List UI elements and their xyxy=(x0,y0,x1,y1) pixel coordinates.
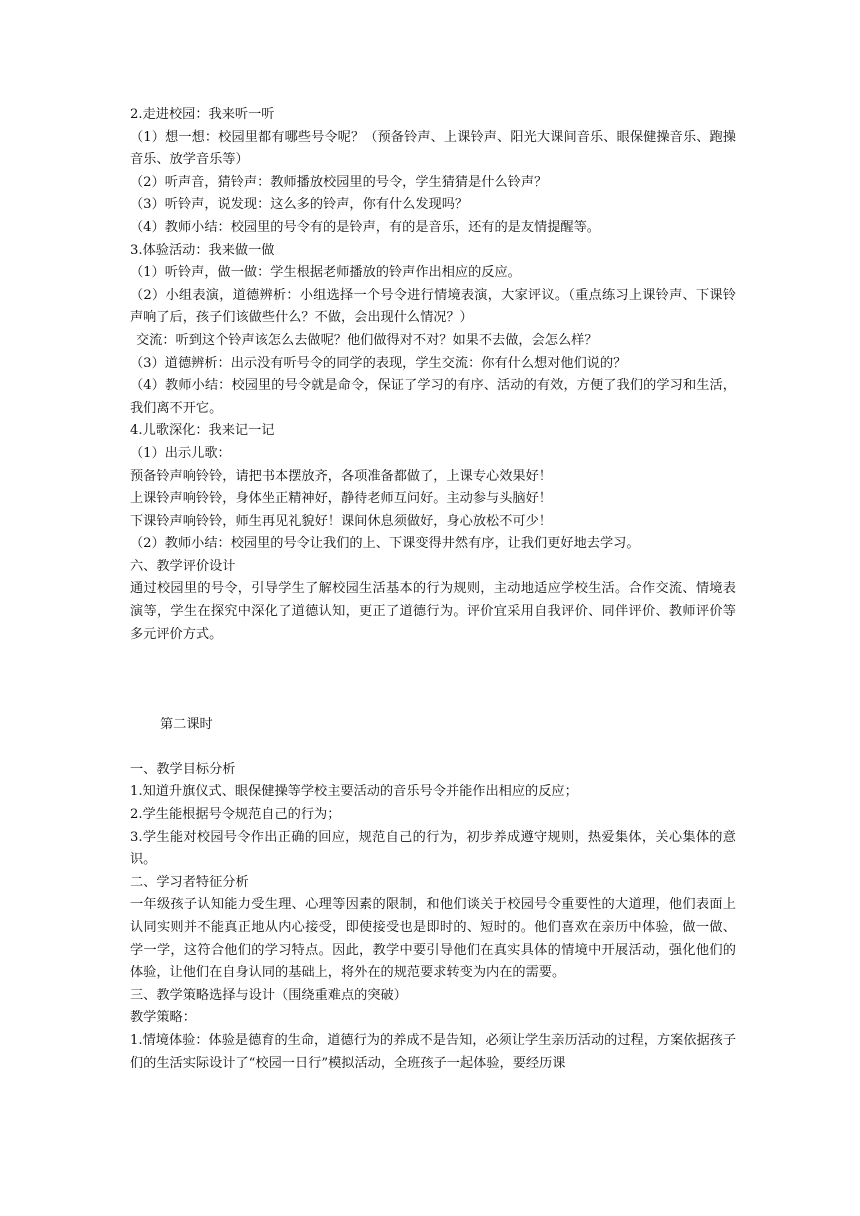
paragraph: 1.知道升旗仪式、眼保健操等学校主要活动的音乐号令并能作出相应的反应； xyxy=(130,784,578,800)
paragraph: 通过校园里的号令，引导学生了解校园生活基本的行为规则，主动地适应学校生活。合作交流、情境表演等，学生在探究中深化了道德认知，更正了道德行为。评价宜采用自我评价、同伴评价、教师评价等多元评价方式。 xyxy=(130,581,736,642)
paragraph: （4）教师小结：校园里的号令就是命令，保证了学习的有序、活动的有效，方便了我们的学习和生活，我们离不开它。 xyxy=(130,378,736,416)
paragraph: 1.情境体验：体验是德育的生命，道德行为的养成不是告知，必须让学生亲历活动的过程，方案依据孩子们的生活实际设计了“校园一日行”模拟活动，全班孩子一起体验，要经历课 xyxy=(130,1032,737,1071)
section-heading: 4.儿歌深化：我来记一记 xyxy=(130,423,275,439)
document-page xyxy=(130,104,736,1075)
paragraph: 2.学生能根据号令规范自己的行为； xyxy=(130,807,341,823)
song-line: 预备铃声响铃铃，请把书本摆放齐，各项准备都做了，上课专心效果好！ xyxy=(130,468,552,484)
section-heading: 六、教学评价设计 xyxy=(130,558,236,574)
paragraph: （1）出示儿歌： xyxy=(130,445,231,461)
paragraph: （4）教师小结：校园里的号令有的是铃声，有的是音乐，还有的是友情提醒等。 xyxy=(130,219,600,235)
section-heading: 3.体验活动：我来做一做 xyxy=(130,242,275,258)
paragraph: （2）听声音，猜铃声：教师播放校园里的号令，学生猜猜是什么铃声？ xyxy=(130,174,548,190)
paragraph: （3）听铃声，说发现：这么多的铃声，你有什么发现吗？ xyxy=(130,197,469,213)
paragraph: （3）道德辨析：出示没有听号令的同学的表现，学生交流：你有什么想对他们说的？ xyxy=(130,355,627,371)
section-heading: 2.走进校园：我来听一听 xyxy=(130,107,275,122)
paragraph: 交流：听到这个铃声该怎么去做呢？他们做得对不对？如果不去做，会怎么样？ xyxy=(136,332,598,348)
lesson-title: 第二课时 xyxy=(160,717,213,733)
section-heading: 二、学习者特征分析 xyxy=(130,874,249,890)
section-heading: 三、教学策略选择与设计（围绕重难点的突破） xyxy=(130,987,407,1003)
paragraph: （1）听铃声，做一做：学生根据老师播放的铃声作出相应的反应。 xyxy=(130,265,521,281)
paragraph: （2）教师小结：校园里的号令让我们的上、下课变得井然有序，让我们更好地去学习。 xyxy=(130,536,640,552)
paragraph: （1）想一想：校园里都有哪些号令呢？（预备铃声、上课铃声、阳光大课间音乐、眼保健操音乐、跑操音乐、放学音乐等） xyxy=(130,129,736,168)
blank-space xyxy=(130,646,736,714)
song-line: 下课铃声响铃铃，师生再见礼貌好！课间休息须做好，身心放松不可少！ xyxy=(130,513,552,529)
paragraph: （2）小组表演，道德辨析：小组选择一个号令进行情境表演，大家评议。（重点练习上课铃声、下课铃声响了后，孩子们该做些什么？不做，会出现什么情况？） xyxy=(130,287,736,326)
paragraph: 一年级孩子认知能力受生理、心理等因素的限制，和他们谈关于校园号令重要性的大道理，他们表面上认同实则并不能真正地从内心接受，即使接受也是即时的、短时的。他们喜欢在亲历中体验，做一做、学一学，这符合他们的学习特点。因此，教学中要引导他们在真实具体的情境中开展活动，强化他们的体验，让他们在自身认同的基础上，将外在的规范要求转变为内在的需要。 xyxy=(130,897,736,981)
section-heading: 一、教学目标分析 xyxy=(130,761,236,777)
song-line: 上课铃声响铃铃，身体坐正精神好，静待老师互问好。主动参与头脑好！ xyxy=(130,491,552,507)
paragraph: 3.学生能对校园号令作出正确的回应，规范自己的行为，初步养成遵守规则，热爱集体，关心集体的意识。 xyxy=(130,829,736,868)
paragraph: 教学策略： xyxy=(130,1010,196,1026)
blank-space xyxy=(130,737,736,759)
